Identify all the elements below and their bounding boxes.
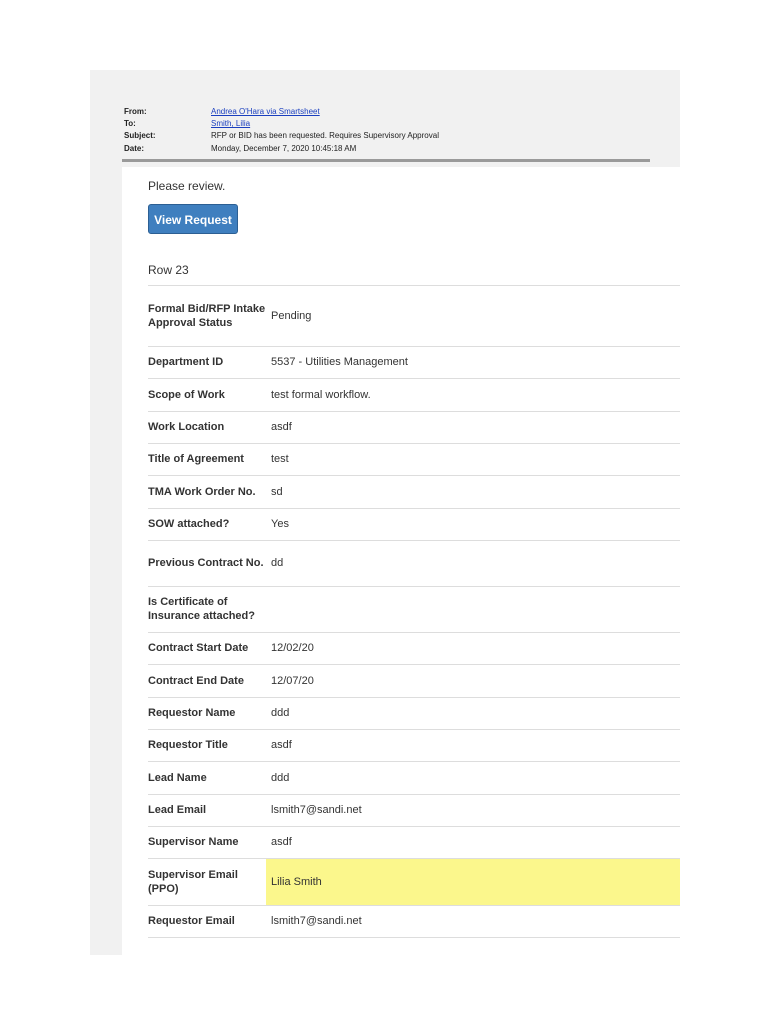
header-divider bbox=[122, 159, 650, 162]
field-value: asdf bbox=[266, 729, 680, 761]
field-value: Pending bbox=[266, 286, 680, 346]
field-label: Title of Agreement bbox=[148, 443, 266, 475]
table-row bbox=[148, 664, 680, 697]
field-label: Contract End Date bbox=[148, 664, 266, 697]
field-value: Lilia Smith bbox=[266, 858, 680, 905]
field-value: ddd bbox=[266, 761, 680, 794]
field-label: Requestor Name bbox=[148, 697, 266, 729]
field-value: 5537 - Utilities Management bbox=[266, 346, 680, 378]
table-row bbox=[148, 586, 680, 632]
field-value: asdf bbox=[266, 826, 680, 858]
field-value: lsmith7@sandi.net bbox=[266, 905, 680, 937]
field-value: test bbox=[266, 443, 680, 475]
field-label: Requestor Title bbox=[148, 729, 266, 761]
table-row bbox=[148, 286, 680, 346]
field-value: Yes bbox=[266, 508, 680, 540]
date-label: Date: bbox=[124, 144, 145, 153]
field-label: Formal Bid/RFP Intake Approval Status bbox=[148, 286, 266, 346]
from-value-link[interactable]: Andrea O'Hara via Smartsheet bbox=[211, 107, 320, 116]
table-row bbox=[148, 508, 680, 540]
view-request-button[interactable]: View Request bbox=[148, 204, 238, 234]
field-label: Department ID bbox=[148, 346, 266, 378]
table-row bbox=[148, 346, 680, 378]
table-row bbox=[148, 632, 680, 664]
fields-table bbox=[148, 286, 680, 938]
to-value-link[interactable]: Smith, Lilia bbox=[211, 119, 251, 128]
row-title: Row 23 bbox=[148, 263, 189, 277]
field-label: Previous Contract No. bbox=[148, 540, 266, 586]
table-row bbox=[148, 411, 680, 443]
field-label: Supervisor Name bbox=[148, 826, 266, 858]
field-value: 12/07/20 bbox=[266, 664, 680, 697]
table-row bbox=[148, 443, 680, 475]
table-row bbox=[148, 540, 680, 586]
field-label: Requestor Email bbox=[148, 905, 266, 937]
table-row bbox=[148, 378, 680, 411]
field-label: Supervisor Email (PPO) bbox=[148, 858, 266, 905]
field-value: test formal workflow. bbox=[266, 378, 680, 411]
field-value: ddd bbox=[266, 697, 680, 729]
field-label: Is Certificate of Insurance attached? bbox=[148, 586, 266, 632]
field-label: Lead Email bbox=[148, 794, 266, 826]
from-label: From: bbox=[124, 107, 147, 116]
field-value: sd bbox=[266, 475, 680, 508]
field-value: dd bbox=[266, 540, 680, 586]
subject-value: RFP or BID has been requested. Requires Supervisory Approval bbox=[211, 131, 439, 140]
subject-label: Subject: bbox=[124, 131, 156, 140]
field-value: lsmith7@sandi.net bbox=[266, 794, 680, 826]
intro-text: Please review. bbox=[148, 179, 226, 193]
table-row bbox=[148, 761, 680, 794]
table-row bbox=[148, 794, 680, 826]
table-row bbox=[148, 858, 680, 905]
field-label: Lead Name bbox=[148, 761, 266, 794]
date-value: Monday, December 7, 2020 10:45:18 AM bbox=[211, 144, 357, 153]
table-row bbox=[148, 697, 680, 729]
field-value: 12/02/20 bbox=[266, 632, 680, 664]
field-value bbox=[266, 586, 680, 632]
field-label: Contract Start Date bbox=[148, 632, 266, 664]
table-row bbox=[148, 826, 680, 858]
field-label: SOW attached? bbox=[148, 508, 266, 540]
table-row bbox=[148, 905, 680, 937]
to-label: To: bbox=[124, 119, 136, 128]
table-row bbox=[148, 475, 680, 508]
field-label: Work Location bbox=[148, 411, 266, 443]
table-row bbox=[148, 729, 680, 761]
field-label: Scope of Work bbox=[148, 378, 266, 411]
field-value: asdf bbox=[266, 411, 680, 443]
field-label: TMA Work Order No. bbox=[148, 475, 266, 508]
